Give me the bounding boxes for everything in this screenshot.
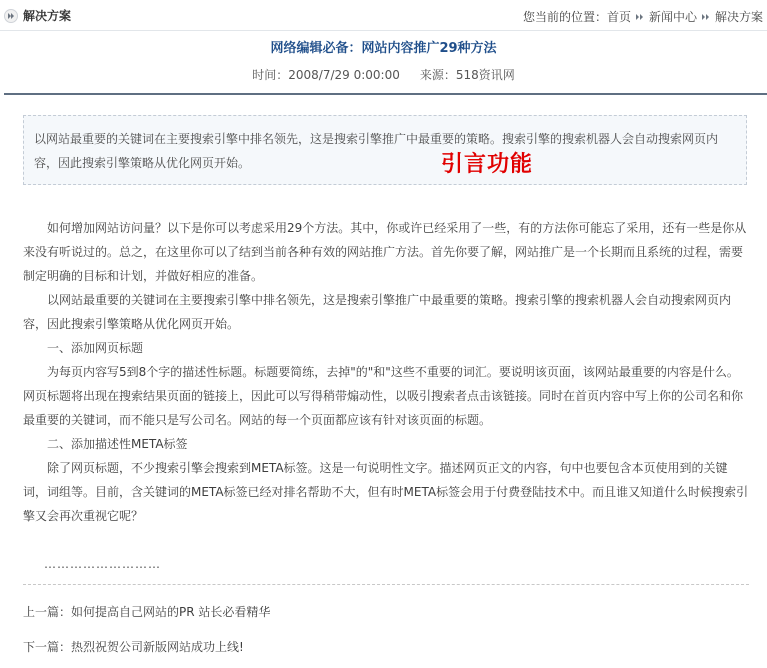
breadcrumb-solutions-link[interactable]: 解决方案 bbox=[714, 10, 763, 24]
double-arrow-icon bbox=[4, 9, 18, 23]
location-label: 您当前的位置： bbox=[522, 10, 607, 24]
source-value: 518资讯网 bbox=[455, 68, 515, 82]
time-label: 时间： bbox=[252, 68, 289, 82]
breadcrumb bbox=[523, 8, 763, 25]
intro-text: 以网站最重要的关键词在主要搜索引擎中排名领先，这是搜索引擎推广中最重要的策略。搜索引擎的搜索机器人会自动搜索网页内容，因此搜索引擎策略从优化网页开始。 bbox=[34, 132, 719, 170]
next-article bbox=[23, 638, 244, 655]
breadcrumb-news-link[interactable]: 新闻中心 bbox=[648, 10, 697, 24]
prev-label: 上一篇： bbox=[23, 605, 72, 619]
prev-article-link[interactable]: 如何提高自己网站的PR 站长必看精华 bbox=[71, 605, 271, 619]
breadcrumb-home-link[interactable]: 首页 bbox=[606, 10, 631, 24]
section-heading-2: 二、添加描述性META标签 bbox=[47, 437, 188, 451]
article-meta bbox=[0, 66, 767, 83]
page-header bbox=[0, 0, 767, 31]
ellipsis: ……………………… bbox=[44, 557, 161, 571]
next-article-link[interactable]: 热烈祝贺公司新版网站成功上线! bbox=[71, 640, 244, 654]
section-title: 解决方案 bbox=[23, 9, 72, 23]
article-body bbox=[23, 216, 749, 528]
section-heading-1: 一、添加网页标题 bbox=[47, 341, 144, 355]
article-title: 网络编辑必备：网站内容推广29种方法 bbox=[270, 41, 497, 56]
next-label: 下一篇： bbox=[23, 640, 72, 654]
intro-box bbox=[23, 115, 747, 185]
body-paragraph: 以网站最重要的关键词在主要搜索引擎中排名领先，这是搜索引擎推广中最重要的策略。搜索引擎的搜索机器人会自动搜索网页内容，因此搜索引擎策略从优化网页开始。 bbox=[23, 293, 732, 331]
time-value: 2008/7/29 0:00:00 bbox=[288, 68, 400, 82]
intro-callout: 引言功能 bbox=[441, 152, 534, 177]
source-label: 来源： bbox=[419, 68, 456, 82]
breadcrumb-separator-icon bbox=[701, 12, 711, 22]
body-paragraph: 为每页内容写5到8个字的描述性标题。标题要简练，去掉"的"和"这些不重要的词汇。要说明该页面，该网站最重要的内容是什么。网页标题将出现在搜索结果页面的链接上，因此可以写得稍带煽动性，以吸引搜索者点击该链接。同时在首页内容中写上你的公司名和你最重要的关键词，而不能只是写公司名。网站的每一个页面都应该有针对该页面的标题。 bbox=[23, 365, 744, 427]
footer-divider bbox=[23, 584, 749, 585]
section-heading bbox=[4, 7, 71, 24]
previous-article bbox=[23, 603, 270, 620]
breadcrumb-separator-icon bbox=[635, 12, 645, 22]
title-divider bbox=[4, 93, 767, 95]
body-paragraph: 除了网页标题，不少搜索引擎会搜索到META标签。这是一句说明性文字。描述网页正文的内容，句中也要包含本页使用到的关键词，词组等。目前，含关键词的META标签已经对排名帮助不大，但有时META标签会用于付费登陆技术中。而且谁又知道什么时候搜索引擎又会再次重视它呢？ bbox=[23, 461, 749, 523]
body-paragraph: 如何增加网站访问量？以下是你可以考虑采用29个方法。其中，你或许已经采用了一些，有的方法你可能忘了采用，还有一些是你从来没有听说过的。总之，在这里你可以了结到当前各种有效的网站推广方法。首先你要了解，网站推广是一个长期而且系统的过程，需要制定明确的目标和计划，并做好相应的准备。 bbox=[23, 221, 747, 283]
